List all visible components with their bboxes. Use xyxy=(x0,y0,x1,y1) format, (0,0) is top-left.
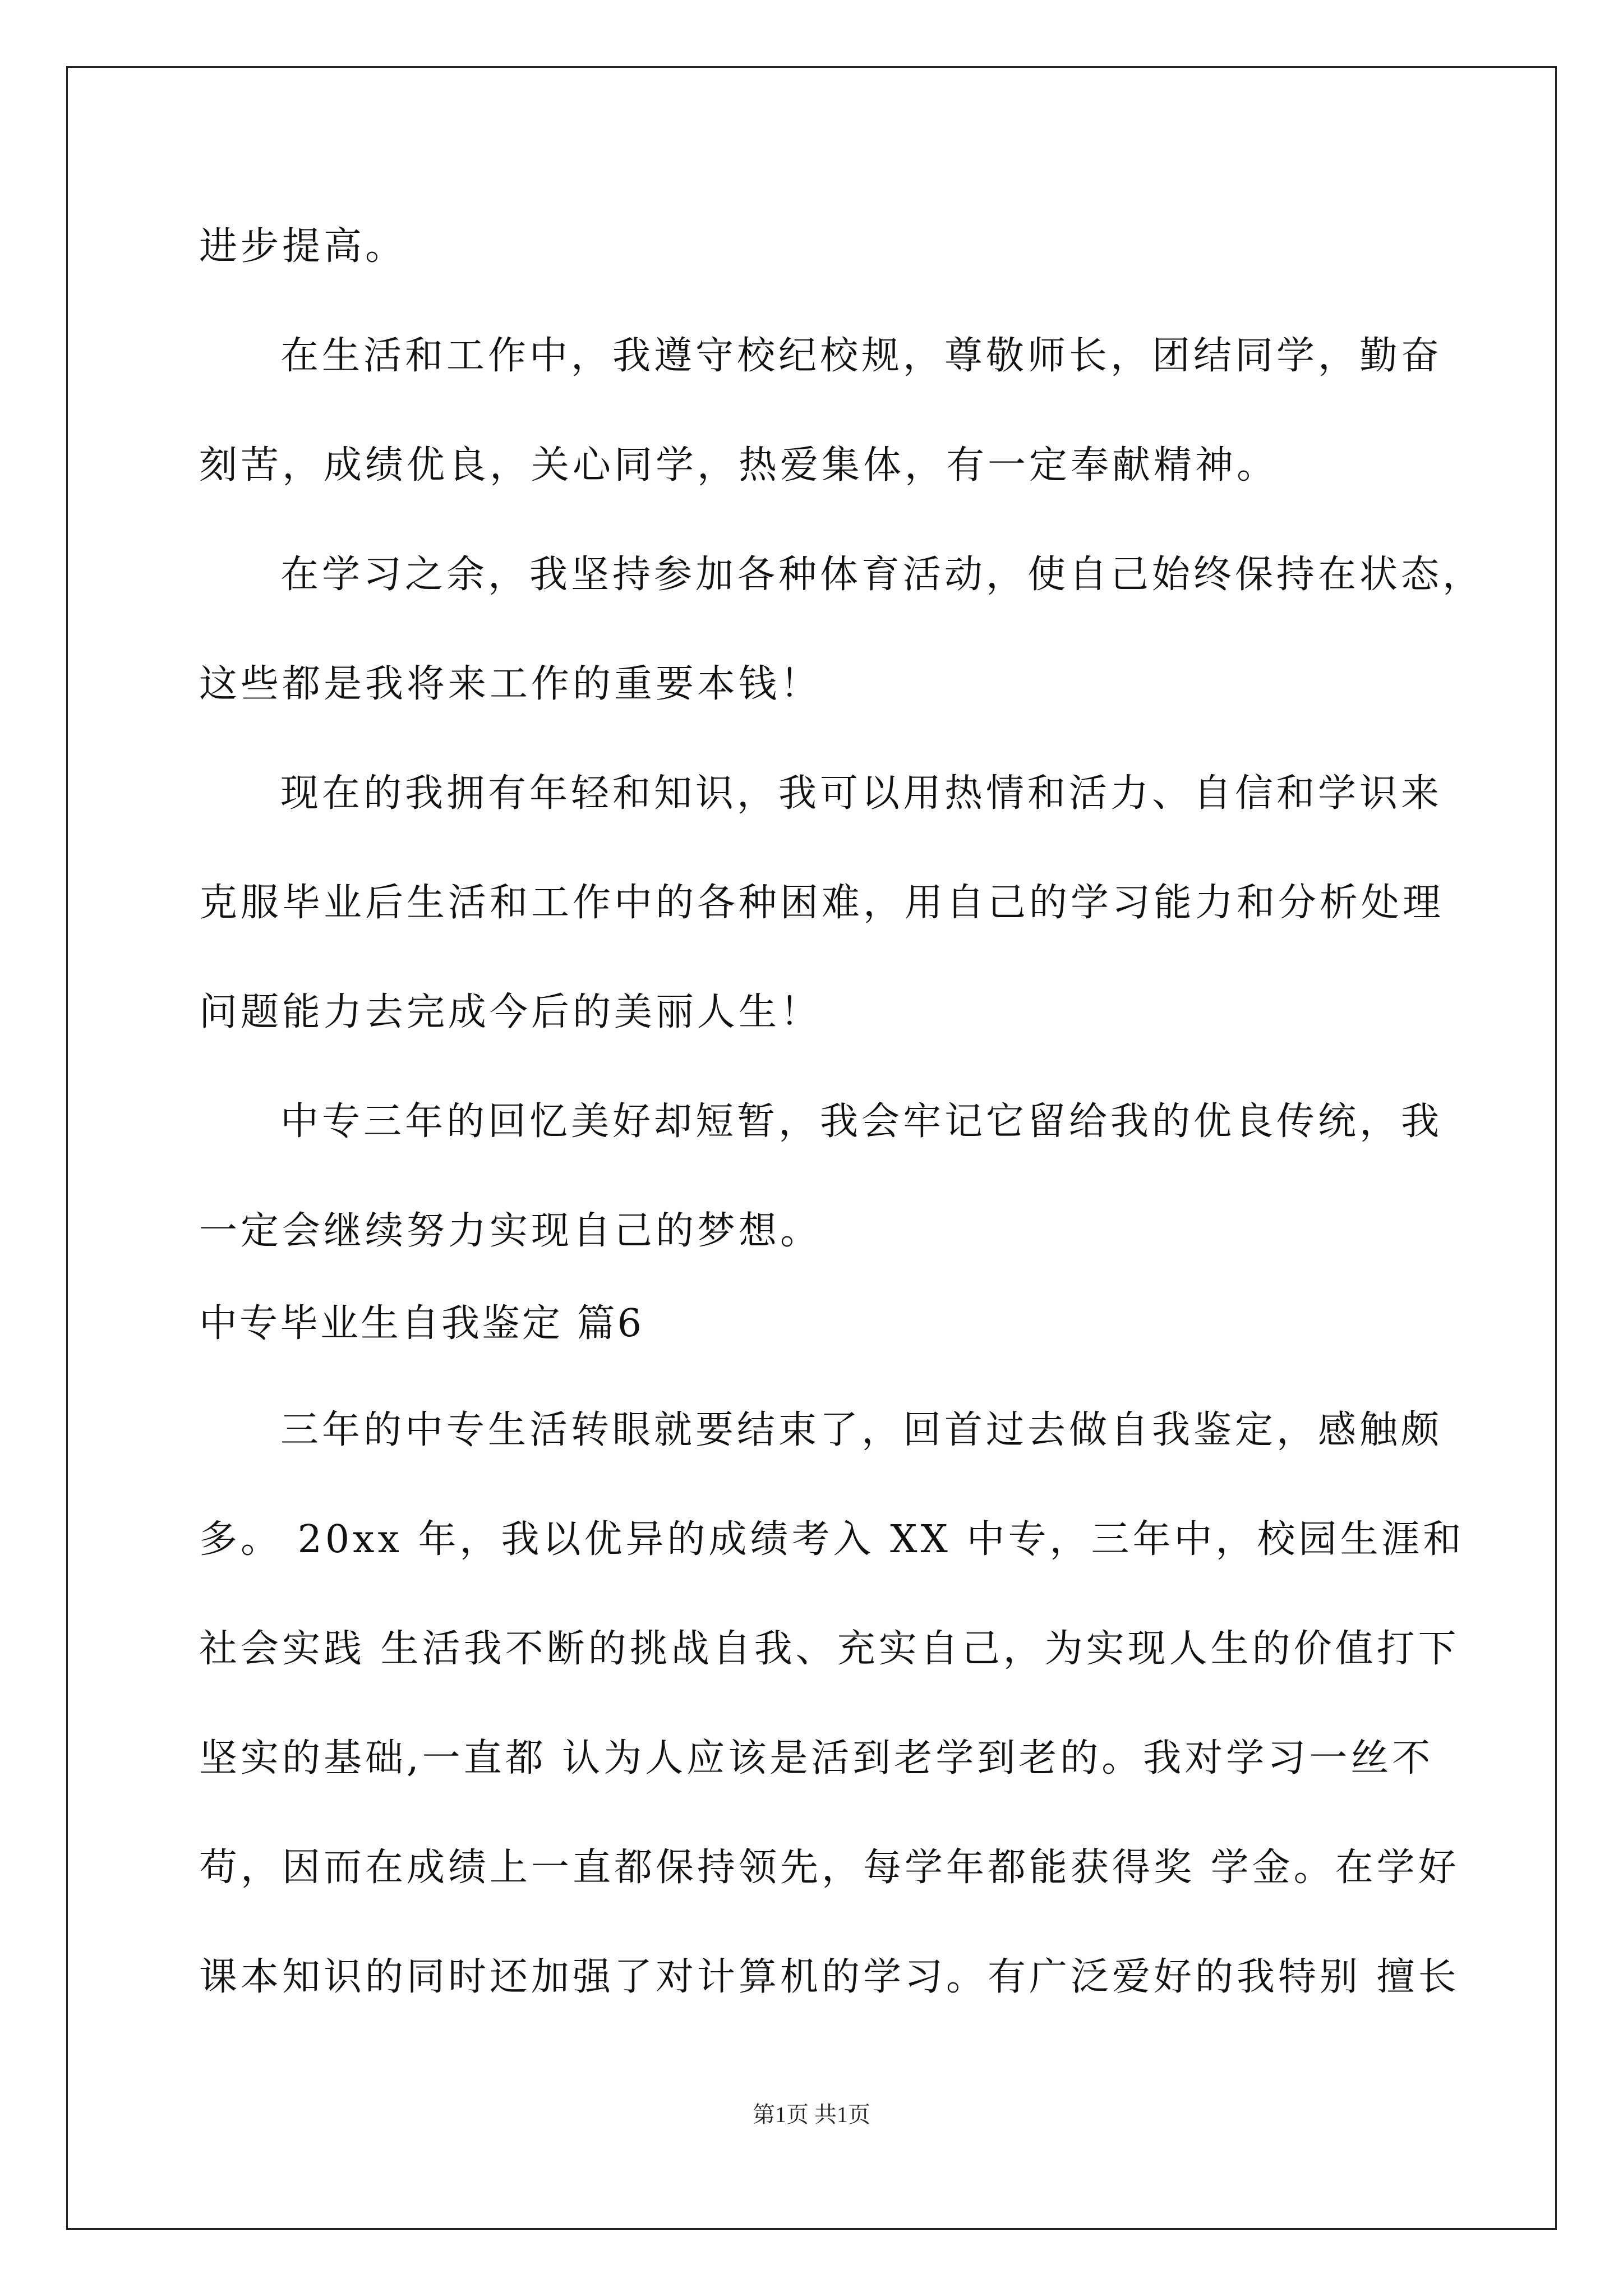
paragraph-line: 这些都是我将来工作的重要本钱！ xyxy=(199,662,822,706)
paragraph-line: 在学习之余，我坚持参加各种体育活动，使自己始终保持在状态， xyxy=(280,553,1484,597)
paragraph-line: 一定会继续努力实现自己的梦想。 xyxy=(199,1209,822,1253)
paragraph-line: 刻苦，成绩优良，关心同学，热爱集体，有一定奉献精神。 xyxy=(199,443,1279,487)
paragraph-line: 进步提高。 xyxy=(199,224,407,269)
paragraph-line: 克服毕业后生活和工作中的各种困难，用自己的学习能力和分析处理 xyxy=(199,881,1445,925)
paragraph-line: 坚实的基础,一直都 认为人应该是活到老学到老的。我对学习一丝不 xyxy=(199,1736,1434,1780)
paragraph-line: 社会实践 生活我不断的挑战自我、充实自己，为实现人生的价值打下 xyxy=(199,1627,1460,1671)
paragraph-line: 在生活和工作中，我遵守校纪校规，尊敬师长，团结同学，勤奋 xyxy=(280,334,1443,378)
paragraph-line: 中专三年的回忆美好却短暂，我会牢记它留给我的优良传统，我 xyxy=(280,1099,1443,1144)
page-border xyxy=(66,66,1557,2230)
paragraph-line: 现在的我拥有年轻和知识，我可以用热情和活力、自信和学识来 xyxy=(280,771,1443,816)
paragraph-line: 多。 20xx 年，我以优异的成绩考入 XX 中专，三年中，校园生涯和 xyxy=(199,1517,1465,1562)
paragraph-line: 问题能力去完成今后的美丽人生！ xyxy=(199,990,822,1034)
paragraph-line: 苟，因而在成绩上一直都保持领先，每学年都能获得奖 学金。在学好 xyxy=(199,1846,1460,1890)
paragraph-line: 课本知识的同时还加强了对计算机的学习。有广泛爱好的我特别 擅长 xyxy=(199,1955,1460,1999)
page-number: 第1页 共1页 xyxy=(753,2102,870,2127)
section-heading: 中专毕业生自我鉴定 篇6 xyxy=(199,1301,644,1346)
paragraph-line: 三年的中专生活转眼就要结束了，回首过去做自我鉴定，感触颇 xyxy=(280,1408,1443,1452)
